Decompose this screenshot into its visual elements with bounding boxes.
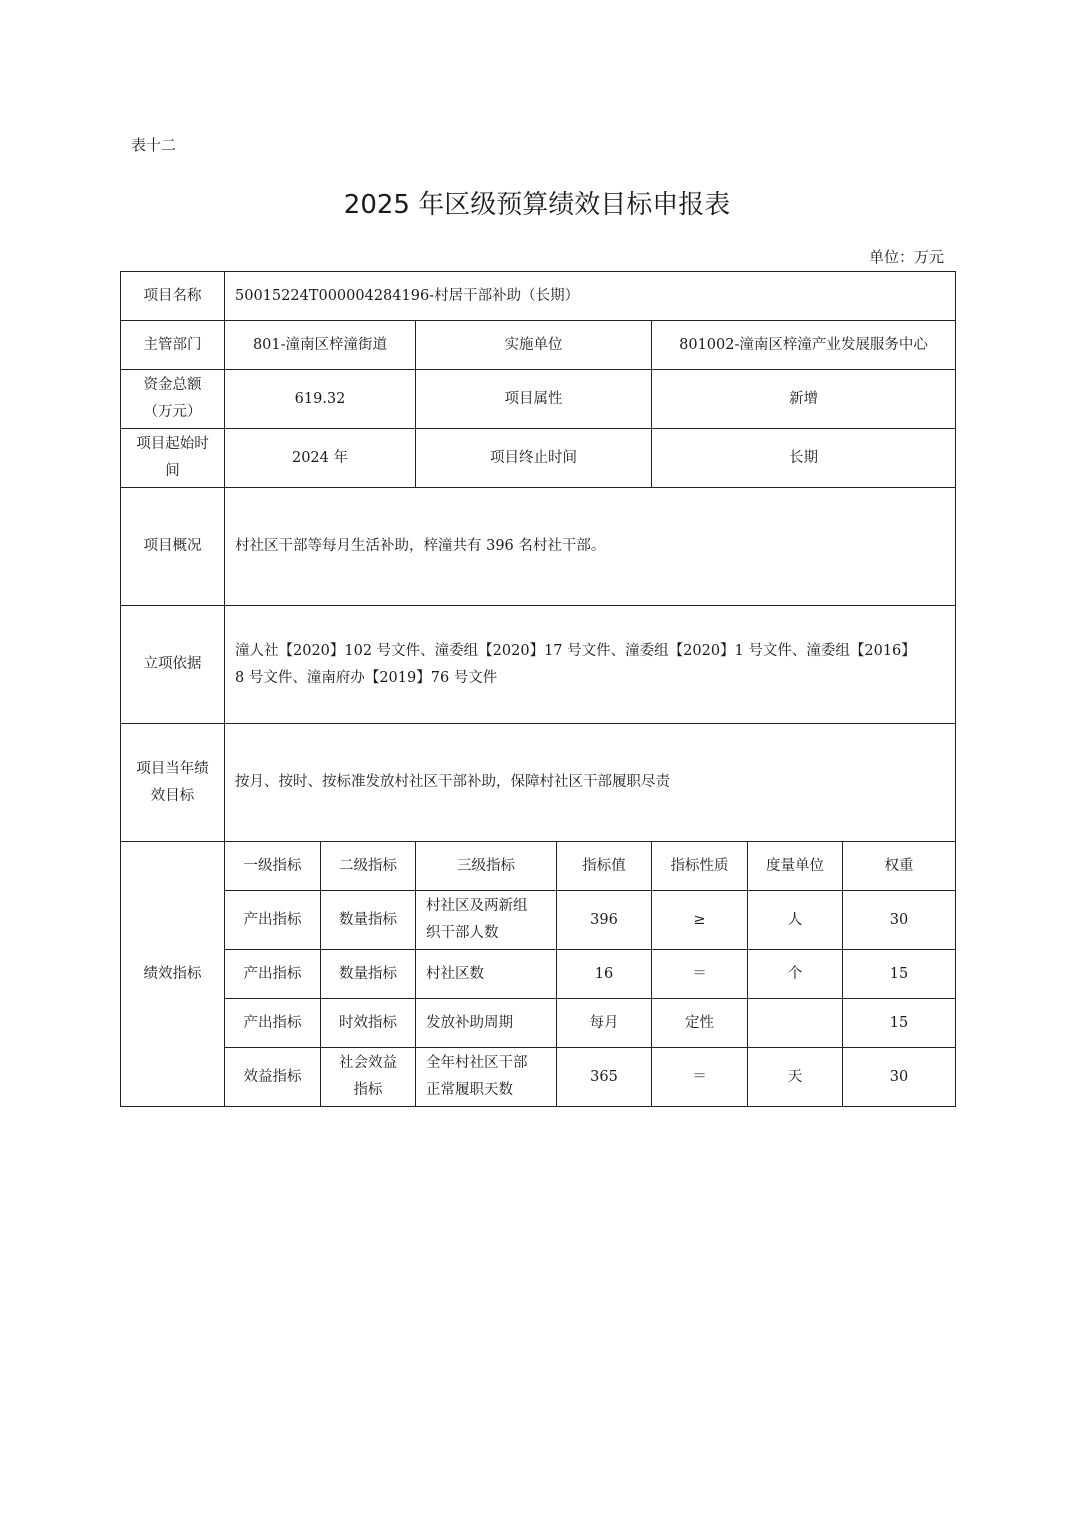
basis-value: [225, 606, 956, 724]
header-level3: 三级指标: [416, 842, 557, 891]
impl-unit-value: 801002-潼南区梓潼产业发展服务中心: [652, 321, 956, 370]
end-label: 项目终止时间: [416, 429, 652, 488]
level1-cell: 产出指标: [225, 999, 321, 1048]
unit-cell: 人: [748, 891, 843, 950]
budget-form-table: [120, 271, 956, 1107]
goal-value: 按月、按时、按标准发放村社区干部补助，保障村社区干部履职尽责: [225, 724, 956, 842]
level3-line2: 正常履职天数: [426, 1082, 513, 1098]
goal-label-line1: 项目当年绩: [136, 760, 209, 777]
indicator-header-row: [121, 842, 956, 891]
level2-line2: 指标: [353, 1082, 383, 1098]
dept-label: 主管部门: [121, 321, 225, 370]
header-value: 指标值: [557, 842, 652, 891]
weight-cell: 30: [843, 1048, 956, 1107]
impl-unit-label: 实施单位: [416, 321, 652, 370]
overview-label: 项目概况: [121, 488, 225, 606]
level2-line1: 社会效益: [339, 1055, 397, 1071]
row-overview: [121, 488, 956, 606]
project-name-value: 50015224T000004284196-村居干部补助（长期）: [225, 272, 956, 321]
unit-cell: 个: [748, 950, 843, 999]
unit-cell: [748, 999, 843, 1048]
row-basis: [121, 606, 956, 724]
level3-cell: 发放补助周期: [416, 999, 557, 1048]
basis-line1: 潼人社【2020】102 号文件、潼委组【2020】17 号文件、潼委组【2020】1 号文件、潼委组【2016】: [235, 642, 916, 659]
weight-cell: 30: [843, 891, 956, 950]
indicators-label: 绩效指标: [121, 842, 225, 1107]
funds-label: [121, 370, 225, 429]
level2-cell: 时效指标: [321, 999, 416, 1048]
document-label: 表十二: [131, 136, 177, 154]
level3-cell: [416, 891, 557, 950]
value-cell: 16: [557, 950, 652, 999]
header-nature: 指标性质: [652, 842, 748, 891]
weight-cell: 15: [843, 950, 956, 999]
row-funds: [121, 370, 956, 429]
page-title: 2025 年区级预算绩效目标申报表: [343, 190, 731, 220]
level2-cell: 数量指标: [321, 950, 416, 999]
level3-line1: 村社区及两新组: [426, 898, 528, 914]
level3-cell: [416, 1048, 557, 1107]
attr-value: 新增: [652, 370, 956, 429]
goal-label: [121, 724, 225, 842]
level3-line1: 全年村社区干部: [426, 1055, 528, 1071]
level2-cell: [321, 1048, 416, 1107]
unit-cell: 天: [748, 1048, 843, 1107]
start-label-line1: 项目起始时: [136, 436, 209, 452]
indicator-row: [121, 891, 956, 950]
funds-label-line1: 资金总额: [143, 377, 202, 393]
level3-line2: 织干部人数: [426, 925, 499, 941]
nature-cell: ＝: [652, 1048, 748, 1107]
value-cell: 396: [557, 891, 652, 950]
end-value: 长期: [652, 429, 956, 488]
header-level2: 二级指标: [321, 842, 416, 891]
nature-cell: ≥: [652, 891, 748, 950]
nature-cell: 定性: [652, 999, 748, 1048]
nature-cell: ＝: [652, 950, 748, 999]
level3-cell: 村社区数: [416, 950, 557, 999]
value-cell: 365: [557, 1048, 652, 1107]
level1-cell: 效益指标: [225, 1048, 321, 1107]
unit-note: 单位：万元: [868, 248, 944, 266]
indicator-row: [121, 999, 956, 1048]
indicator-row: [121, 1048, 956, 1107]
indicator-row: [121, 950, 956, 999]
header-level1: 一级指标: [225, 842, 321, 891]
start-label: [121, 429, 225, 488]
basis-line2: 8 号文件、潼南府办【2019】76 号文件: [235, 669, 498, 686]
start-label-line2: 间: [165, 463, 180, 479]
header-unit: 度量单位: [748, 842, 843, 891]
dept-value: 801-潼南区梓潼街道: [225, 321, 416, 370]
value-cell: 每月: [557, 999, 652, 1048]
start-value: 2024 年: [225, 429, 416, 488]
header-weight: 权重: [843, 842, 956, 891]
level1-cell: 产出指标: [225, 950, 321, 999]
funds-value: 619.32: [225, 370, 416, 429]
basis-label: 立项依据: [121, 606, 225, 724]
level1-cell: 产出指标: [225, 891, 321, 950]
funds-label-line2: （万元）: [143, 404, 202, 420]
row-goal: [121, 724, 956, 842]
row-period: [121, 429, 956, 488]
goal-label-line2: 效目标: [150, 787, 195, 804]
weight-cell: 15: [843, 999, 956, 1048]
overview-value: 村社区干部等每月生活补助，梓潼共有 396 名村社干部。: [225, 488, 956, 606]
level2-cell: 数量指标: [321, 891, 416, 950]
attr-label: 项目属性: [416, 370, 652, 429]
row-project-name: [121, 272, 956, 321]
project-name-label: 项目名称: [121, 272, 225, 321]
row-department: [121, 321, 956, 370]
